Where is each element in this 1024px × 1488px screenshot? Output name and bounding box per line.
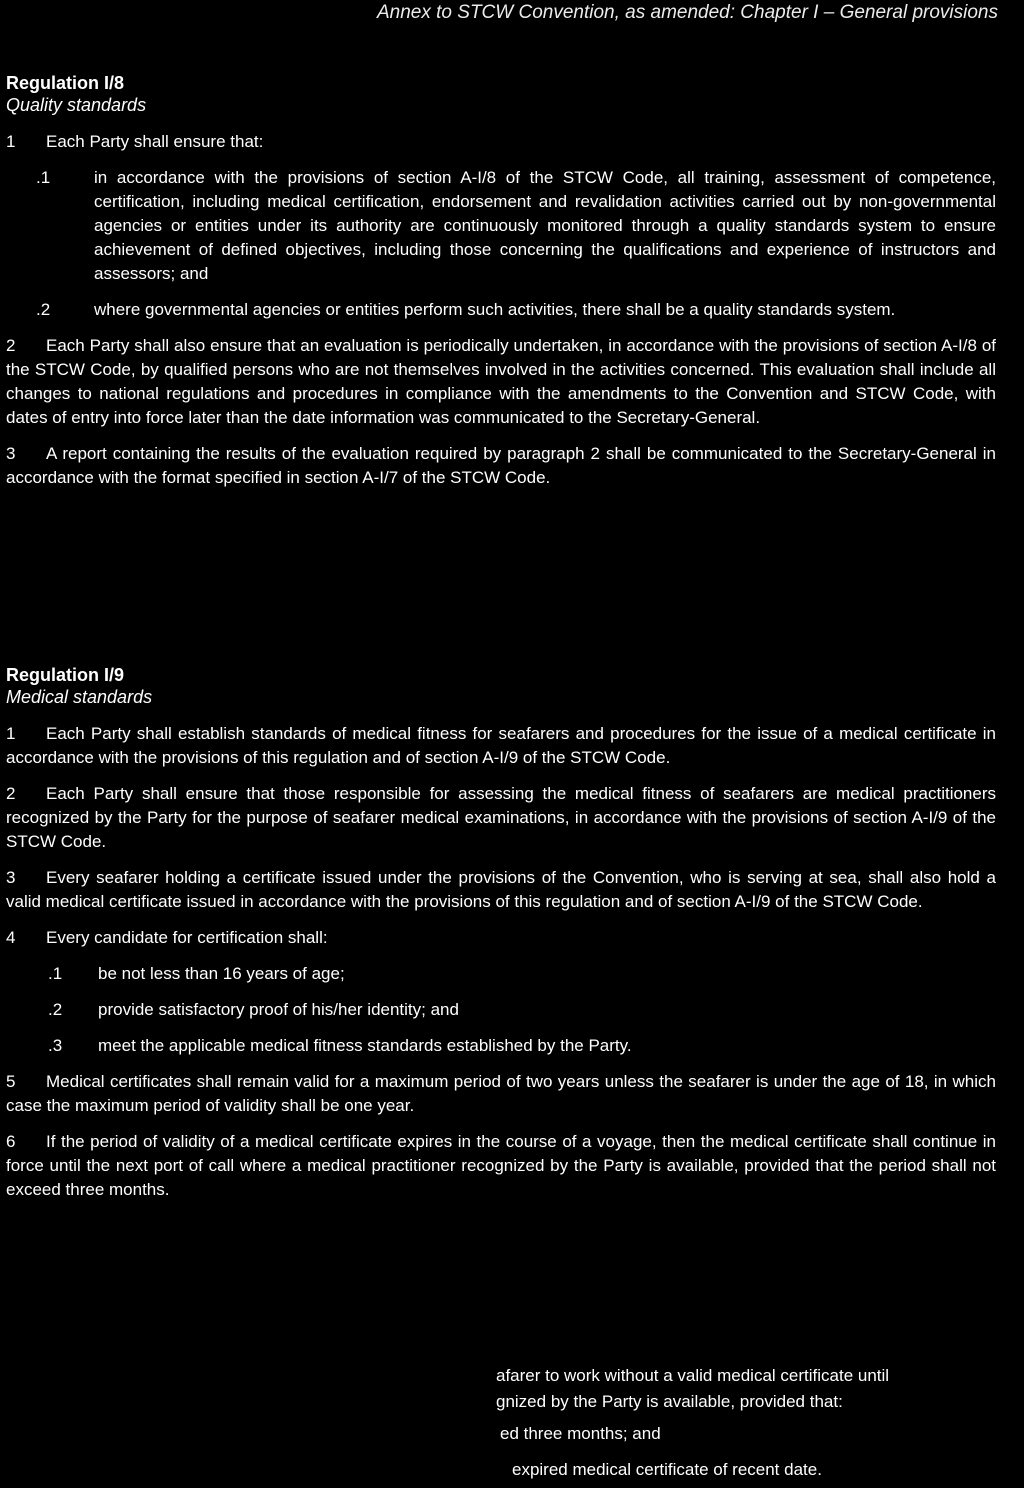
paragraph-2: [6, 334, 996, 430]
subparagraph-number: .2: [48, 1000, 63, 1019]
paragraph-text: If the period of validity of a medical certificate expires in the course of a voyage, then the medical certificate shall continue in force until the next port of call where a medical practitioner recognized by the Party is available, provided that the period shall not exceed three months.: [6, 1132, 996, 1199]
regulation-subtitle: Medical standards: [6, 687, 153, 707]
paragraph-6: [6, 1130, 996, 1202]
subparagraph-text: provide satisfactory proof of his/her identity; and: [98, 1000, 459, 1019]
partial-text-fragment: afarer to work without a valid medical certificate until: [496, 1366, 890, 1385]
subparagraph-4-2: [6, 998, 996, 1022]
subparagraph-text: meet the applicable medical fitness standards established by the Party.: [98, 1036, 632, 1055]
paragraph-text: Each Party shall also ensure that an evaluation is periodically undertaken, in accordance with the provisions of section A-I/8 of the STCW Code, by qualified persons who are not themselves involved in the activities concerned. This evaluation shall include all changes to national regulations and procedures in compliance with the amendments to the Convention and STCW Code, with dates of entry into force later than the date information was communicated to the Secretary-General.: [6, 336, 996, 427]
paragraph-3: [6, 442, 996, 490]
subparagraph-number: .1: [36, 168, 51, 187]
paragraph-number: 2: [6, 336, 16, 355]
paragraph-1: [6, 130, 996, 154]
paragraph-number: 5: [6, 1072, 16, 1091]
subparagraph-text: where governmental agencies or entities perform such activities, there shall be a quality standards system.: [94, 300, 896, 319]
paragraph-number: 4: [6, 928, 16, 947]
partial-text-fragment: ed three months; and: [500, 1424, 661, 1443]
regulation-title: Regulation I/9: [6, 665, 125, 685]
subparagraph-1-2: [6, 298, 996, 322]
regulation-subtitle: Quality standards: [6, 95, 147, 115]
paragraph-text: Every candidate for certification shall:: [46, 928, 328, 947]
running-header: Annex to STCW Convention, as amended: Chapter I – General provisions: [377, 2, 998, 23]
subparagraph-number: .3: [48, 1036, 63, 1055]
paragraph-4: [6, 926, 996, 950]
subparagraph-text: be not less than 16 years of age;: [98, 964, 345, 983]
paragraph-number: 3: [6, 868, 16, 887]
subparagraph-4-3: [6, 1034, 996, 1058]
regulation-i-8: [6, 72, 996, 502]
paragraph-5: [6, 1070, 996, 1118]
paragraph-text: Each Party shall ensure that:: [46, 132, 264, 151]
paragraph-text: A report containing the results of the evaluation required by paragraph 2 shall be communicated to the Secretary-General in accordance with the format specified in section A-I/7 of the STCW Code.: [6, 444, 996, 487]
regulation-title: Regulation I/8: [6, 73, 125, 93]
subparagraph-text: in accordance with the provisions of section A-I/8 of the STCW Code, all training, assessment of competence, certification, including medical certification, endorsement and revalidation activities carried out by non-governmental agencies or entities under its authority are continuously monitored through a quality standards system to ensure achievement of defined objectives, including those concerning the qualifications and experience of instructors and assessors; and: [94, 168, 996, 283]
subparagraph-number: .1: [48, 964, 63, 983]
regulation-i-9: [6, 664, 996, 1214]
paragraph-number: 6: [6, 1132, 16, 1151]
paragraph-1: [6, 722, 996, 770]
paragraph-number: 2: [6, 784, 16, 803]
paragraph-number: 1: [6, 724, 16, 743]
paragraph-text: Medical certificates shall remain valid for a maximum period of two years unless the seafarer is under the age of 18, in which case the maximum period of validity shall be one year.: [6, 1072, 996, 1115]
paragraph-3: [6, 866, 996, 914]
paragraph-text: Every seafarer holding a certificate issued under the provisions of the Convention, who is serving at sea, shall also hold a valid medical certificate issued in accordance with the provisions of this regulation and of section A-I/9 of the STCW Code.: [6, 868, 996, 911]
partial-text-fragment: expired medical certificate of recent date.: [512, 1460, 822, 1479]
paragraph-number: 3: [6, 444, 16, 463]
subparagraph-4-1: [6, 962, 996, 986]
subparagraph-number: .2: [36, 300, 51, 319]
partial-text-fragment: gnized by the Party is available, provided that:: [496, 1392, 843, 1411]
paragraph-text: Each Party shall ensure that those responsible for assessing the medical fitness of seafarers are medical practitioners recognized by the Party for the purpose of seafarer medical examinations, in accordance with the provisions of section A-I/9 of the STCW Code.: [6, 784, 996, 851]
paragraph-2: [6, 782, 996, 854]
subparagraph-1-1: [6, 166, 996, 286]
paragraph-text: Each Party shall establish standards of medical fitness for seafarers and procedures for the issue of a medical certificate in accordance with the provisions of this regulation and of section A-I/9 of the STCW Code.: [6, 724, 996, 767]
paragraph-number: 1: [6, 132, 16, 151]
